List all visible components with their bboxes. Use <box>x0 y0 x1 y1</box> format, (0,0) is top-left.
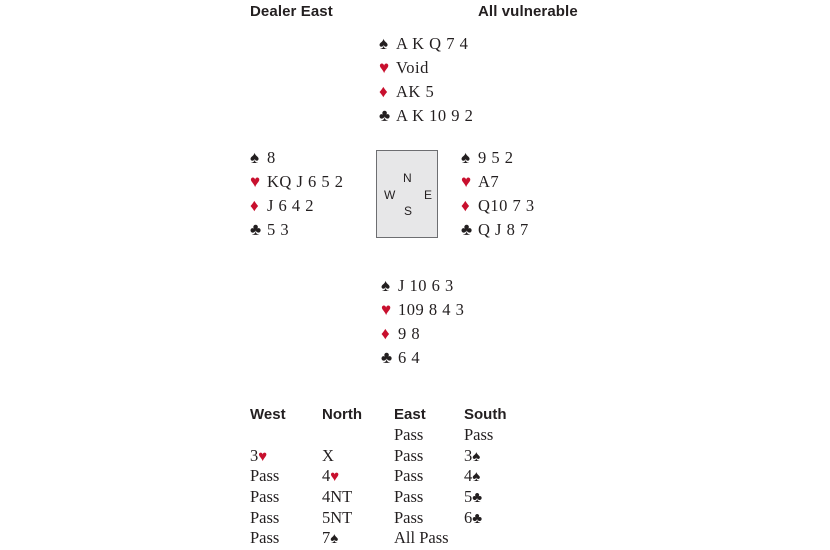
bid-text: Pass <box>250 466 280 486</box>
bid-text: X <box>322 445 334 465</box>
west-spades <box>250 146 344 170</box>
south-hearts-cards: 109 8 4 3 <box>398 300 465 319</box>
spade-icon: ♠ <box>472 448 481 465</box>
south-clubs-cards: 6 4 <box>398 348 421 367</box>
north-diamonds <box>379 80 473 104</box>
auction-header-north: North <box>322 406 362 423</box>
diamond-icon: ♦ <box>379 82 389 101</box>
north-hearts <box>379 56 473 80</box>
north-diamonds-cards: AK 5 <box>396 82 435 101</box>
club-icon: ♣ <box>381 348 393 367</box>
auction-header-east: East <box>394 406 426 423</box>
heart-icon: ♥ <box>461 172 472 191</box>
bid-text: Pass <box>394 487 424 507</box>
south-diamonds-cards: 9 8 <box>398 324 421 343</box>
auction-col-south <box>464 404 584 549</box>
heart-icon: ♥ <box>258 448 268 465</box>
bid-text: Pass <box>464 425 494 444</box>
west-spades-cards: 8 <box>267 148 276 167</box>
south-hearts <box>381 298 464 322</box>
west-clubs-cards: 5 3 <box>267 220 290 239</box>
east-clubs <box>461 218 535 242</box>
auction-header-west: West <box>250 406 286 423</box>
bid-text: 5 <box>464 487 473 507</box>
club-icon: ♣ <box>379 106 391 125</box>
auction-bid <box>464 528 584 549</box>
spade-icon: ♠ <box>461 148 471 167</box>
heart-icon: ♥ <box>379 58 390 77</box>
east-hearts-cards: A7 <box>478 172 500 191</box>
vulnerability-label: All vulnerable <box>478 3 578 20</box>
north-clubs <box>379 104 473 128</box>
bid-text: Pass <box>250 507 280 527</box>
compass-north: N <box>403 171 412 185</box>
compass-east: E <box>424 188 433 202</box>
bid-text: 4 <box>322 466 331 486</box>
north-clubs-cards: A K 10 9 2 <box>396 106 474 125</box>
spade-icon: ♠ <box>472 469 481 486</box>
south-spades <box>381 274 464 298</box>
bid-text: Pass <box>394 445 424 465</box>
spade-icon: ♠ <box>381 276 391 295</box>
east-hand <box>461 146 535 242</box>
south-spades-cards: J 10 6 3 <box>398 276 454 295</box>
heart-icon: ♥ <box>250 172 261 191</box>
north-spades <box>379 32 473 56</box>
spade-icon: ♠ <box>250 148 260 167</box>
bid-text: Pass <box>394 507 424 527</box>
east-spades-cards: 9 5 2 <box>478 148 514 167</box>
bid-text: Pass <box>394 425 424 444</box>
bid-text: All Pass <box>394 528 449 548</box>
west-diamonds <box>250 194 344 218</box>
bid-text: Pass <box>250 528 280 548</box>
diamond-icon: ♦ <box>381 324 391 343</box>
bid-text: 4 <box>464 466 473 486</box>
compass-west: W <box>384 188 396 202</box>
east-diamonds <box>461 194 535 218</box>
dealer-label: Dealer East <box>250 3 333 20</box>
east-clubs-cards: Q J 8 7 <box>478 220 529 239</box>
north-hearts-cards: Void <box>396 58 429 77</box>
north-spades-cards: A K Q 7 4 <box>396 34 469 53</box>
heart-icon: ♥ <box>381 300 392 319</box>
compass-south: S <box>404 204 413 218</box>
heart-icon: ♥ <box>330 469 340 486</box>
west-diamonds-cards: J 6 4 2 <box>267 196 315 215</box>
compass-box <box>376 150 438 238</box>
north-hand <box>379 32 473 128</box>
east-hearts <box>461 170 535 194</box>
auction-bid <box>464 487 584 508</box>
club-icon: ♣ <box>472 510 483 527</box>
spade-icon: ♠ <box>330 531 339 548</box>
club-icon: ♣ <box>461 220 473 239</box>
west-hand <box>250 146 344 242</box>
club-icon: ♣ <box>472 490 483 507</box>
bid-text: 7 <box>322 528 331 548</box>
auction-bid <box>464 508 584 529</box>
west-clubs <box>250 218 344 242</box>
club-icon: ♣ <box>250 220 262 239</box>
bid-text: 3 <box>250 445 259 465</box>
bid-text: 4NT <box>322 487 353 507</box>
south-hand <box>381 274 464 370</box>
south-clubs <box>381 346 464 370</box>
auction-bid <box>464 425 584 446</box>
east-spades <box>461 146 535 170</box>
east-diamonds-cards: Q10 7 3 <box>478 196 535 215</box>
west-hearts <box>250 170 344 194</box>
spade-icon: ♠ <box>379 34 389 53</box>
auction-bid <box>464 446 584 467</box>
bid-text: 5NT <box>322 507 353 527</box>
bid-text: Pass <box>250 487 280 507</box>
bid-text: 6 <box>464 507 473 527</box>
auction-header-south: South <box>464 406 507 423</box>
bid-text: Pass <box>394 466 424 486</box>
auction-bid <box>464 466 584 487</box>
diamond-icon: ♦ <box>250 196 260 215</box>
bid-text: 3 <box>464 445 473 465</box>
south-diamonds <box>381 322 464 346</box>
diamond-icon: ♦ <box>461 196 471 215</box>
west-hearts-cards: KQ J 6 5 2 <box>267 172 344 191</box>
